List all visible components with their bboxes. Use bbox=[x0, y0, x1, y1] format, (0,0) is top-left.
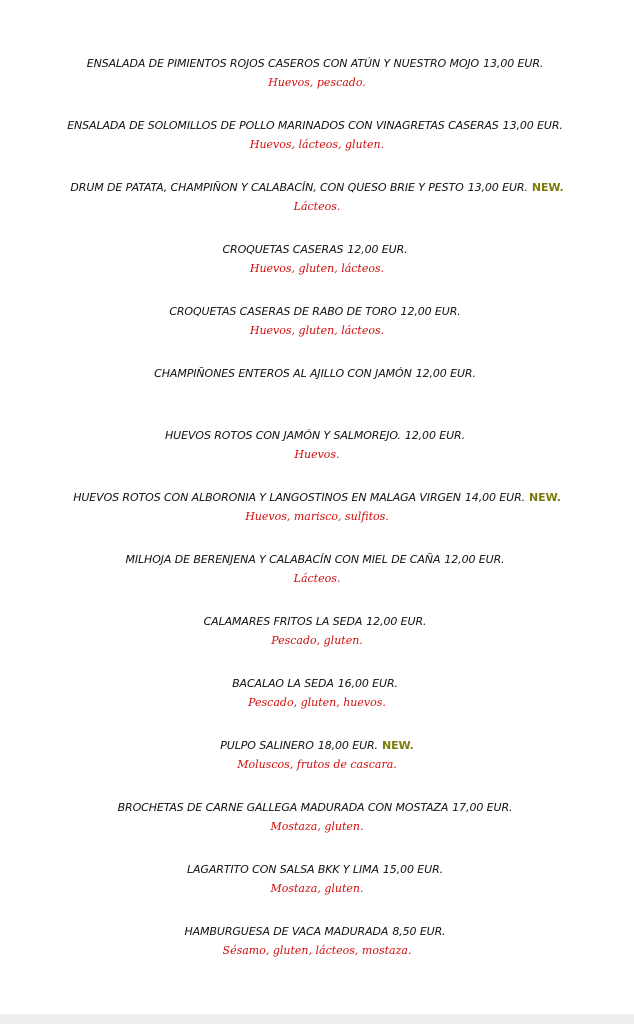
dish-line bbox=[0, 798, 634, 818]
allergens-note: Moluscos, frutos de cascara. bbox=[237, 758, 397, 771]
menu-item bbox=[0, 550, 634, 612]
dish-price: 18,00 EUR. bbox=[317, 739, 378, 752]
dish-price: 13,00 EUR. bbox=[502, 119, 563, 132]
dish-name: PULPO SALINERO bbox=[220, 739, 314, 752]
dish-price: 12,00 EUR. bbox=[400, 305, 461, 318]
menu-item bbox=[0, 860, 634, 922]
dish-list bbox=[0, 54, 634, 984]
dish-name: DRUM DE PATATA, CHAMPIÑON Y CALABACÍN, CON QUESO BRIE Y PESTO bbox=[70, 181, 464, 194]
allergens-note: Pescado, gluten. bbox=[271, 634, 363, 647]
dish-name: MILHOJA DE BERENJENA Y CALABACÍN CON MIEL DE CAÑA bbox=[125, 553, 441, 566]
menu-item bbox=[0, 240, 634, 302]
menu-item bbox=[0, 54, 634, 116]
dish-price: 12,00 EUR. bbox=[404, 429, 465, 442]
dish-name: CHAMPIÑONES ENTEROS AL AJILLO CON JAMÓN bbox=[154, 367, 412, 380]
dish-price: 13,00 EUR. bbox=[483, 57, 544, 70]
dish-name: HUEVOS ROTOS CON JAMÓN Y SALMOREJO. bbox=[165, 429, 401, 442]
dish-line bbox=[0, 612, 634, 632]
menu-item bbox=[0, 674, 634, 736]
menu-item bbox=[0, 116, 634, 178]
dish-name: BACALAO LA SEDA bbox=[232, 677, 334, 690]
dish-line bbox=[0, 240, 634, 260]
dish-name: CALAMARES FRITOS LA SEDA bbox=[203, 615, 363, 628]
menu-item bbox=[0, 426, 634, 488]
allergens-note: Huevos, lácteos, gluten. bbox=[249, 138, 385, 151]
dish-price: 15,00 EUR. bbox=[382, 863, 444, 876]
menu-item bbox=[0, 178, 634, 240]
dish-price: 8,50 EUR. bbox=[392, 925, 446, 938]
page-bottom-divider bbox=[0, 1014, 634, 1024]
allergens-note: Huevos, marisco, sulfitos. bbox=[245, 510, 389, 523]
dish-line bbox=[0, 488, 634, 508]
dish-name: LAGARTITO CON SALSA BKK Y LIMA bbox=[186, 863, 379, 876]
dish-line bbox=[0, 54, 634, 74]
dish-price: 17,00 EUR. bbox=[452, 801, 513, 814]
dish-name: HUEVOS ROTOS CON ALBORONIA Y LANGOSTINOS EN MALAGA VIRGEN bbox=[73, 491, 461, 504]
dish-price: 16,00 EUR. bbox=[337, 677, 398, 690]
dish-name: HAMBURGUESA DE VACA MADURADA bbox=[184, 925, 389, 938]
allergens-note: Mostaza, gluten. bbox=[270, 820, 364, 833]
dish-line bbox=[0, 922, 634, 942]
allergens-note: Lácteos. bbox=[293, 200, 341, 213]
menu-item bbox=[0, 922, 634, 984]
menu-item bbox=[0, 302, 634, 364]
new-badge: NEW. bbox=[531, 181, 564, 194]
dish-line bbox=[0, 364, 634, 384]
dish-name: BROCHETAS DE CARNE GALLEGA MADURADA CON MOSTAZA bbox=[117, 801, 449, 814]
dish-price: 12,00 EUR. bbox=[415, 367, 476, 380]
dish-line bbox=[0, 674, 634, 694]
dish-line bbox=[0, 116, 634, 136]
allergens-note: Pescado, gluten, huevos. bbox=[248, 696, 386, 709]
dish-price: 13,00 EUR. bbox=[467, 181, 528, 194]
allergens-note: Huevos, gluten, lácteos. bbox=[249, 324, 385, 337]
dish-line bbox=[0, 302, 634, 322]
menu-item bbox=[0, 488, 634, 550]
new-badge: NEW. bbox=[381, 739, 414, 752]
dish-name: ENSALADA DE SOLOMILLOS DE POLLO MARINADOS CON VINAGRETAS CASERAS bbox=[67, 119, 499, 132]
dish-name: ENSALADA DE PIMIENTOS ROJOS CASEROS CON ATÚN Y NUESTRO MOJO bbox=[86, 57, 480, 70]
dish-line bbox=[0, 178, 634, 198]
allergens-note: Lácteos. bbox=[293, 572, 341, 585]
menu-item bbox=[0, 798, 634, 860]
menu-item bbox=[0, 364, 634, 426]
menu-item bbox=[0, 736, 634, 798]
dish-line bbox=[0, 860, 634, 880]
dish-price: 12,00 EUR. bbox=[366, 615, 427, 628]
dish-line bbox=[0, 736, 634, 756]
dish-name: CROQUETAS CASERAS bbox=[222, 243, 344, 256]
allergens-note: Huevos, gluten, lácteos. bbox=[249, 262, 385, 275]
dish-line bbox=[0, 426, 634, 446]
dish-price: 12,00 EUR. bbox=[444, 553, 505, 566]
allergens-note: Huevos, pescado. bbox=[268, 76, 366, 89]
dish-name: CROQUETAS CASERAS DE RABO DE TORO bbox=[169, 305, 397, 318]
allergens-note: Mostaza, gluten. bbox=[270, 882, 364, 895]
new-badge: NEW. bbox=[529, 491, 561, 504]
allergens-note: Huevos. bbox=[294, 448, 340, 461]
dish-line bbox=[0, 550, 634, 570]
allergens-note: Sésamo, gluten, lácteos, mostaza. bbox=[222, 944, 412, 957]
dish-price: 12,00 EUR. bbox=[347, 243, 408, 256]
dish-price: 14,00 EUR. bbox=[464, 491, 526, 504]
menu-item bbox=[0, 612, 634, 674]
